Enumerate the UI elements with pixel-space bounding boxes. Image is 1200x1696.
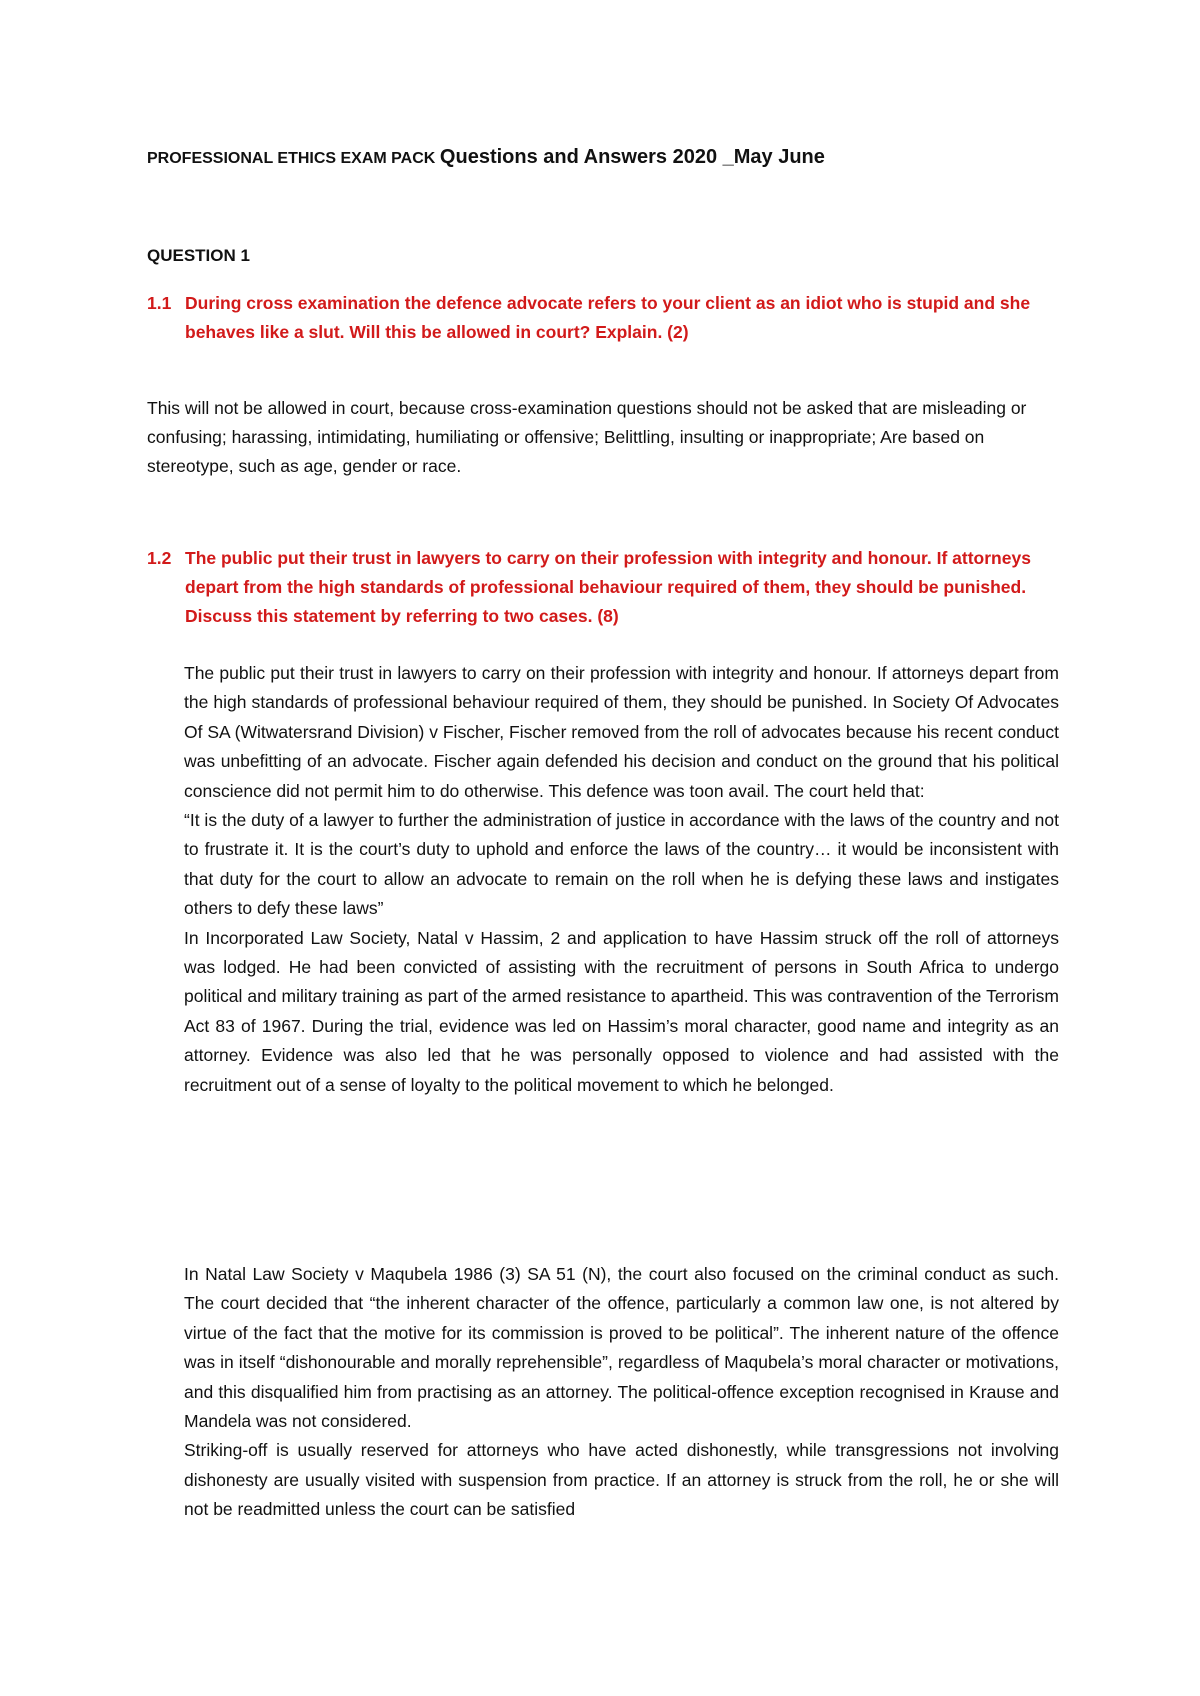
question-1-2 bbox=[147, 544, 1077, 631]
question-text: The public put their trust in lawyers to carry on their profession with integrity and honour. If attorneys depart from the high standards of professional behaviour required of them, they should be punished. Discuss this statement by referring to two cases. (8) bbox=[185, 548, 1031, 626]
question-number: 1.1 bbox=[147, 293, 172, 313]
question-number: 1.2 bbox=[147, 548, 172, 568]
answer-quote: “It is the duty of a lawyer to further the administration of justice in accordance with the laws of the country and not to frustrate it. It is the court’s duty to uphold and enforce the laws of the country… it would be inconsistent with that duty for the court to allow an advocate to remain on the roll when he is defying these laws and instigates others to defy these laws” bbox=[184, 810, 1059, 919]
question-text: During cross examination the defence advocate refers to your client as an idiot who is stupid and she behaves like a slut. Will this be allowed in court? Explain. (2) bbox=[185, 293, 1031, 342]
question-heading: QUESTION 1 bbox=[147, 246, 250, 265]
title-part-a: PROFESSIONAL ETHICS EXAM PACK bbox=[147, 150, 436, 167]
answer-paragraph: Striking-off is usually reserved for attorneys who have acted dishonestly, while transgressions not involving dishonesty are usually visited with suspension from practice. If an attorney is struck from the roll, he or she will not be readmitted unless the court can be satisfied bbox=[184, 1440, 1059, 1520]
answer-1-2-part-a bbox=[184, 659, 1059, 1100]
document-title bbox=[147, 146, 825, 169]
answer-paragraph: In Incorporated Law Society, Natal v Hassim, 2 and application to have Hassim struck off the roll of attorneys was lodged. He had been convicted of assisting with the recruitment of persons in South Africa to undergo political and military training as part of the armed resistance to apartheid. This was contravention of the Terrorism Act 83 of 1967. During the trial, evidence was led on Hassim’s moral character, good name and integrity as an attorney. Evidence was also led that he was personally opposed to violence and had assisted with the recruitment out of a sense of loyalty to the political movement to which he belonged. bbox=[184, 927, 1059, 1095]
answer-paragraph: The public put their trust in lawyers to carry on their profession with integrity and honour. If attorneys depart from the high standards of professional behaviour required of them, they should be punished. In Society Of Advocates Of SA (Witwatersrand Division) v Fischer, Fischer removed from the roll of advocates because his recent conduct was unbefitting of an advocate. Fischer again defended his decision and conduct on the ground that his political conscience did not permit him to do otherwise. This defence was toon avail. The court held that: bbox=[184, 663, 1059, 801]
answer-1-1: This will not be allowed in court, because cross-examination questions should not be asked that are misleading or confusing; harassing, intimidating, humiliating or offensive; Belittling, insulting or inappropriate; Are based on stereotype, such as age, gender or race. bbox=[147, 398, 1027, 476]
answer-paragraph: In Natal Law Society v Maqubela 1986 (3) SA 51 (N), the court also focused on the criminal conduct as such. The court decided that “the inherent character of the offence, particularly a common law one, is not altered by virtue of the fact that the motive for its commission is proved to be political”. The inherent nature of the offence was in itself “dishonourable and morally reprehensible”, regardless of Maqubela’s moral character or motivations, and this disqualified him from practising as an attorney. The political-offence exception recognised in Krause and Mandela was not considered. bbox=[184, 1264, 1059, 1432]
question-1-1 bbox=[147, 289, 1077, 347]
title-part-b: Questions and Answers 2020 _May June bbox=[439, 146, 825, 168]
answer-1-2-part-b bbox=[184, 1260, 1059, 1525]
